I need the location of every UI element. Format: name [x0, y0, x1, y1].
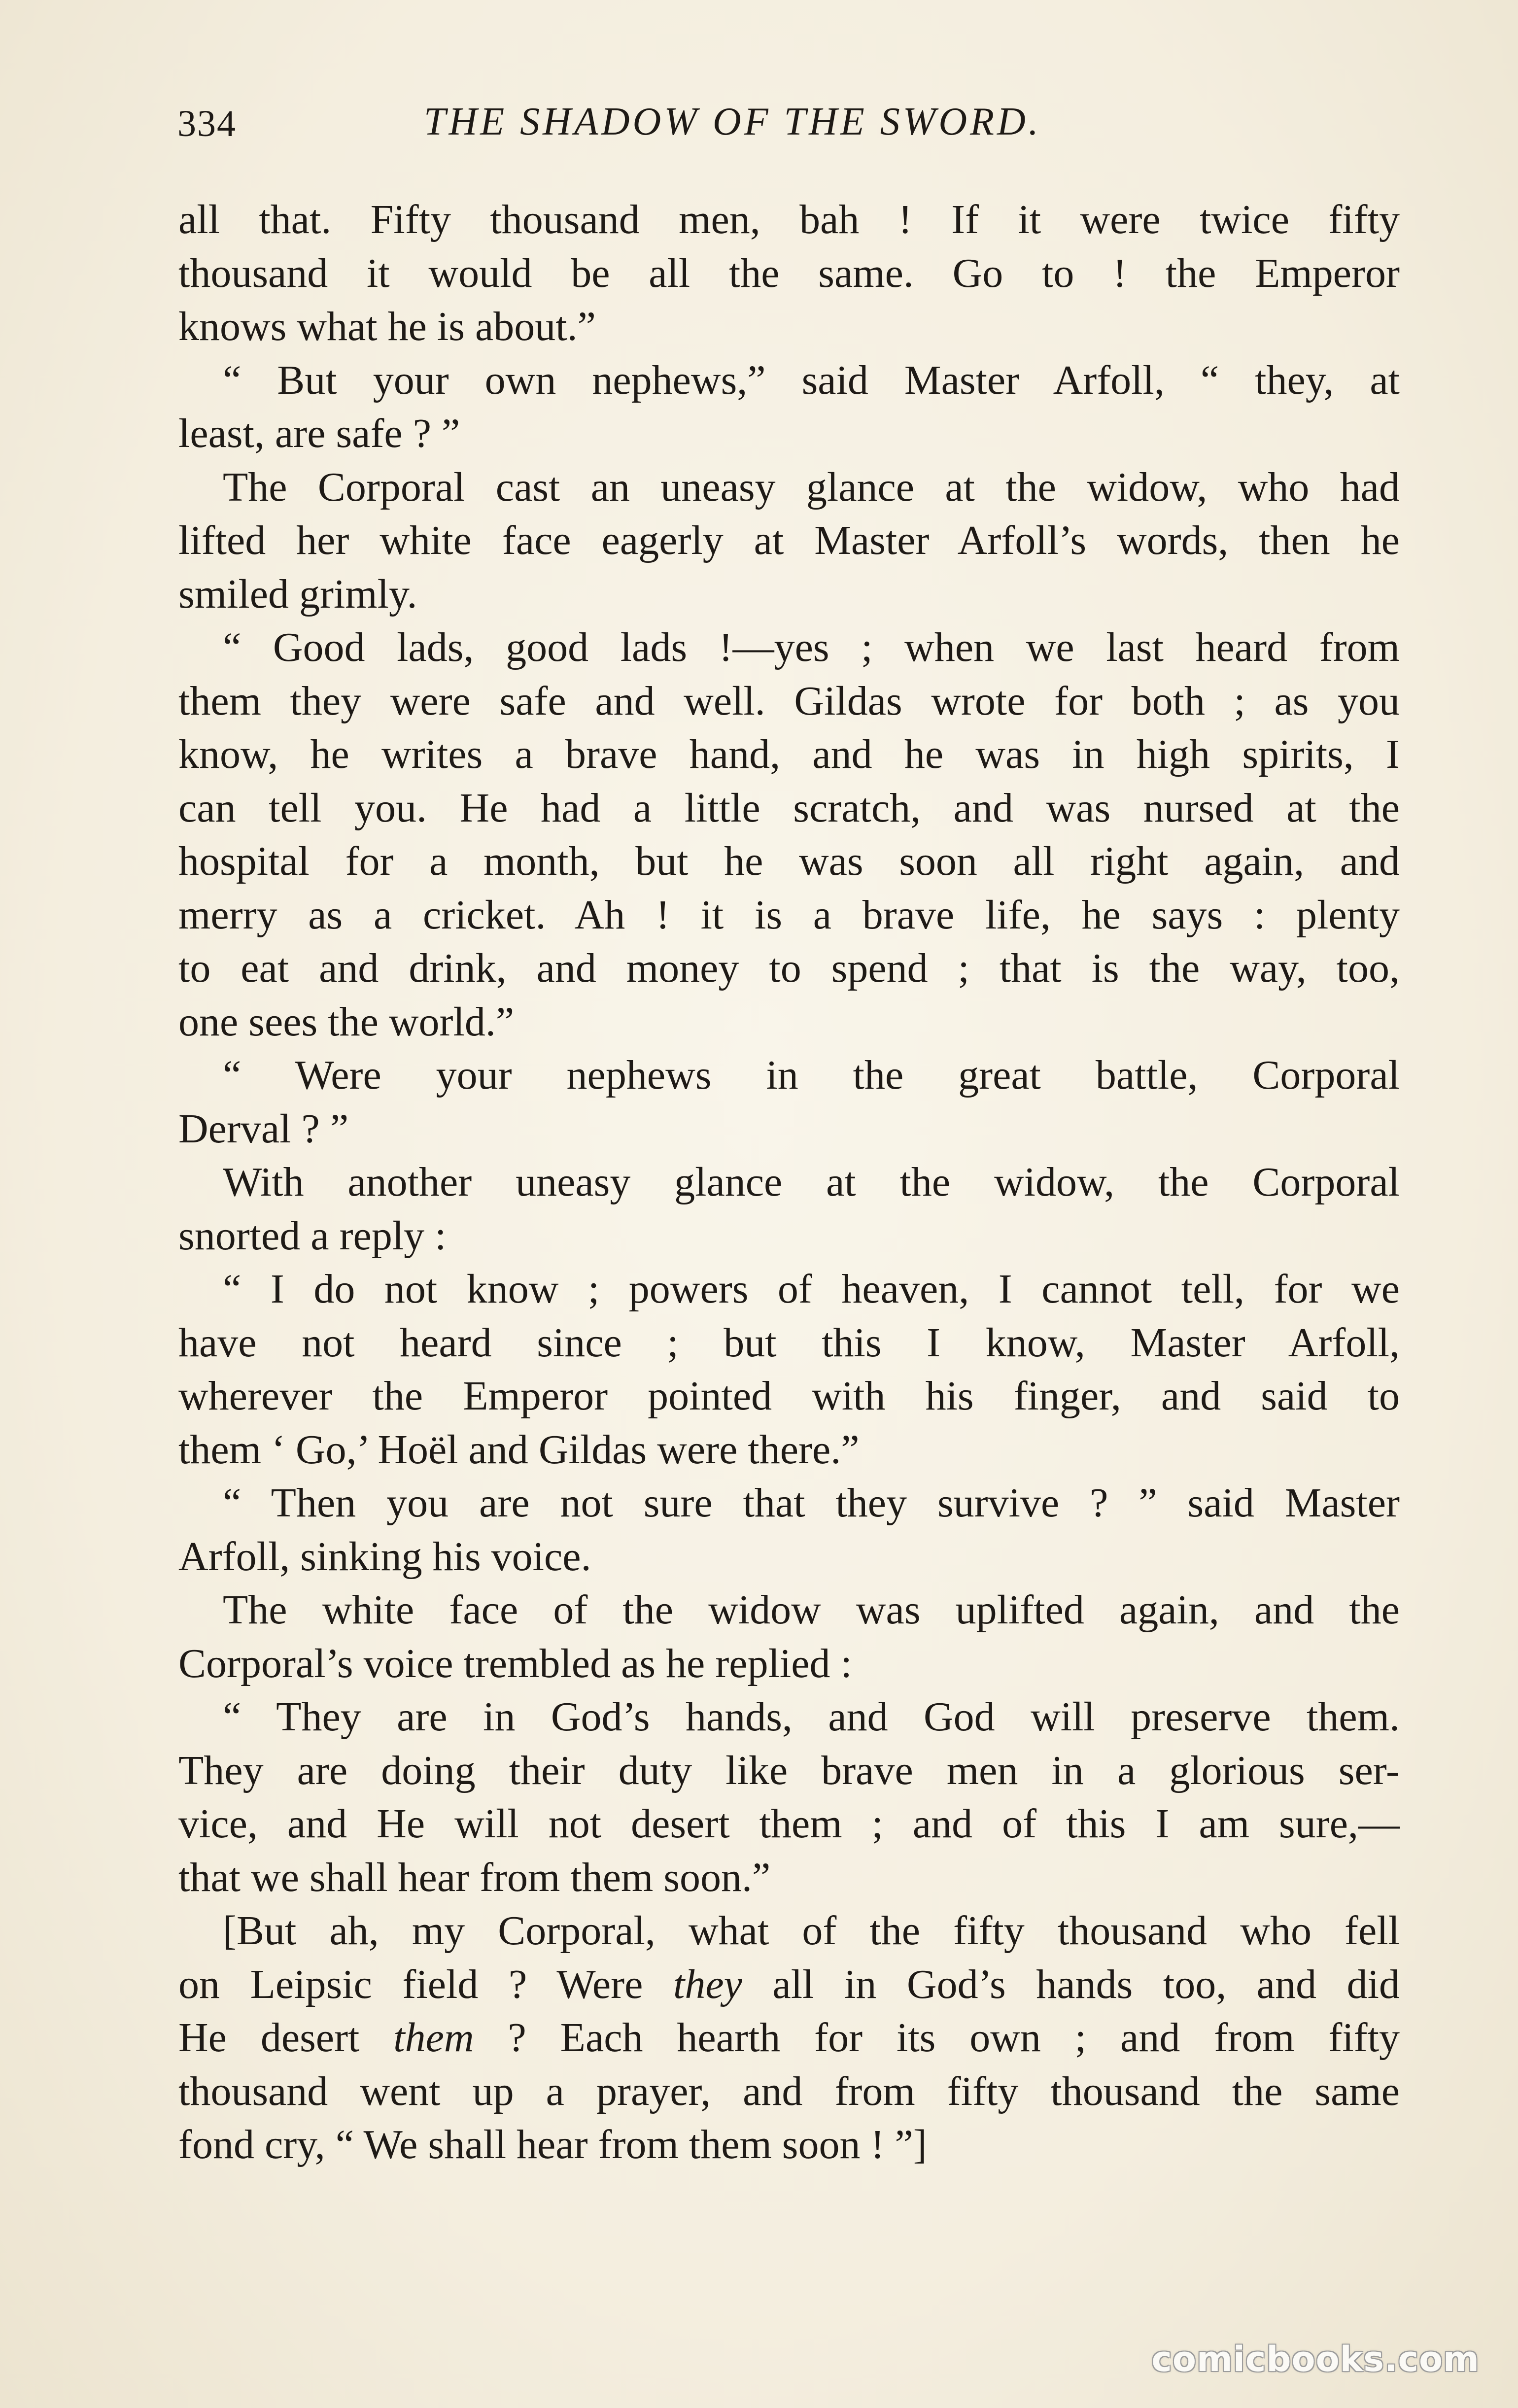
- text-line: “ They are in God’s hands, and God will preserve them.: [223, 1694, 1400, 1740]
- text-line: know, he writes a brave hand, and he was in high spirits, I: [178, 731, 1400, 777]
- body-text: [178, 193, 1400, 2172]
- text-line: lifted her white face eagerly at Master Arfoll’s words, then he: [178, 517, 1400, 563]
- text-line: have not heard since ; but this I know, Master Arfoll,: [178, 1319, 1400, 1366]
- text-line: They are doing their duty like brave men in a glorious ser-: [178, 1747, 1400, 1793]
- text-line: With another uneasy glance at the widow, the Corporal: [223, 1159, 1400, 1205]
- text-line: least, are safe ? ”: [178, 411, 460, 456]
- text-line: thousand went up a prayer, and from fifty thousand the same: [178, 2068, 1400, 2114]
- text-line: “ I do not know ; powers of heaven, I cannot tell, for we: [223, 1266, 1400, 1312]
- text-line: fond cry, “ We shall hear from them soon ! ”]: [178, 2122, 927, 2167]
- text-line: wherever the Emperor pointed with his finger, and said to: [178, 1373, 1400, 1419]
- text-line: that we shall hear from them soon.”: [178, 1854, 771, 1900]
- text-line: “ But your own nephews,” said Master Arfoll, “ they, at: [223, 357, 1400, 403]
- text-line: [But ah, my Corporal, what of the fifty thousand who fell: [223, 1908, 1400, 1954]
- text-line: can tell you. He had a little scratch, and was nursed at the: [178, 785, 1400, 831]
- text-line: one sees the world.”: [178, 998, 515, 1045]
- text-line: Corporal’s voice trembled as he replied :: [178, 1640, 852, 1686]
- text-line: “ Good lads, good lads !—yes ; when we last heard from: [223, 624, 1400, 670]
- page-number: 334: [177, 103, 237, 144]
- page-header: [177, 94, 1400, 153]
- text-line: The Corporal cast an uneasy glance at the widow, who had: [223, 464, 1400, 510]
- text-line: The white face of the widow was uplifted again, and the: [223, 1587, 1400, 1633]
- text-line: Derval ? ”: [178, 1105, 349, 1152]
- text-line: He desert them ? Each hearth for its own ; and from fifty: [178, 2015, 1400, 2061]
- running-head: THE SHADOW OF THE SWORD.: [424, 100, 1041, 143]
- text-line: Arfoll, sinking his voice.: [178, 1533, 591, 1580]
- text-line: them ‘ Go,’ Hoël and Gildas were there.”: [178, 1426, 860, 1473]
- text-line: knows what he is about.”: [178, 304, 596, 349]
- text-line: “ Were your nephews in the great battle, Corporal: [223, 1052, 1400, 1098]
- text-line: hospital for a month, but he was soon all right again, and: [178, 838, 1400, 884]
- text-line: to eat and drink, and money to spend ; that is the way, too,: [178, 945, 1400, 991]
- text-line: all that. Fifty thousand men, bah ! If it were twice fifty: [178, 197, 1400, 242]
- text-line: thousand it would be all the same. Go to ! the Emperor: [178, 250, 1400, 296]
- text-line: them they were safe and well. Gildas wrote for both ; as you: [178, 678, 1400, 724]
- text-line: merry as a cricket. Ah ! it is a brave life, he says : plenty: [178, 892, 1400, 938]
- text-line: snorted a reply :: [178, 1212, 447, 1259]
- watermark: comicbooks.com: [1151, 2339, 1480, 2379]
- text-line: “ Then you are not sure that they survive ? ” said Master: [223, 1480, 1400, 1526]
- text-line: smiled grimly.: [178, 571, 417, 617]
- text-line: vice, and He will not desert them ; and of this I am sure,—: [178, 1801, 1400, 1847]
- text-line: on Leipsic field ? Were they all in God’s hands too, and did: [178, 1961, 1400, 2007]
